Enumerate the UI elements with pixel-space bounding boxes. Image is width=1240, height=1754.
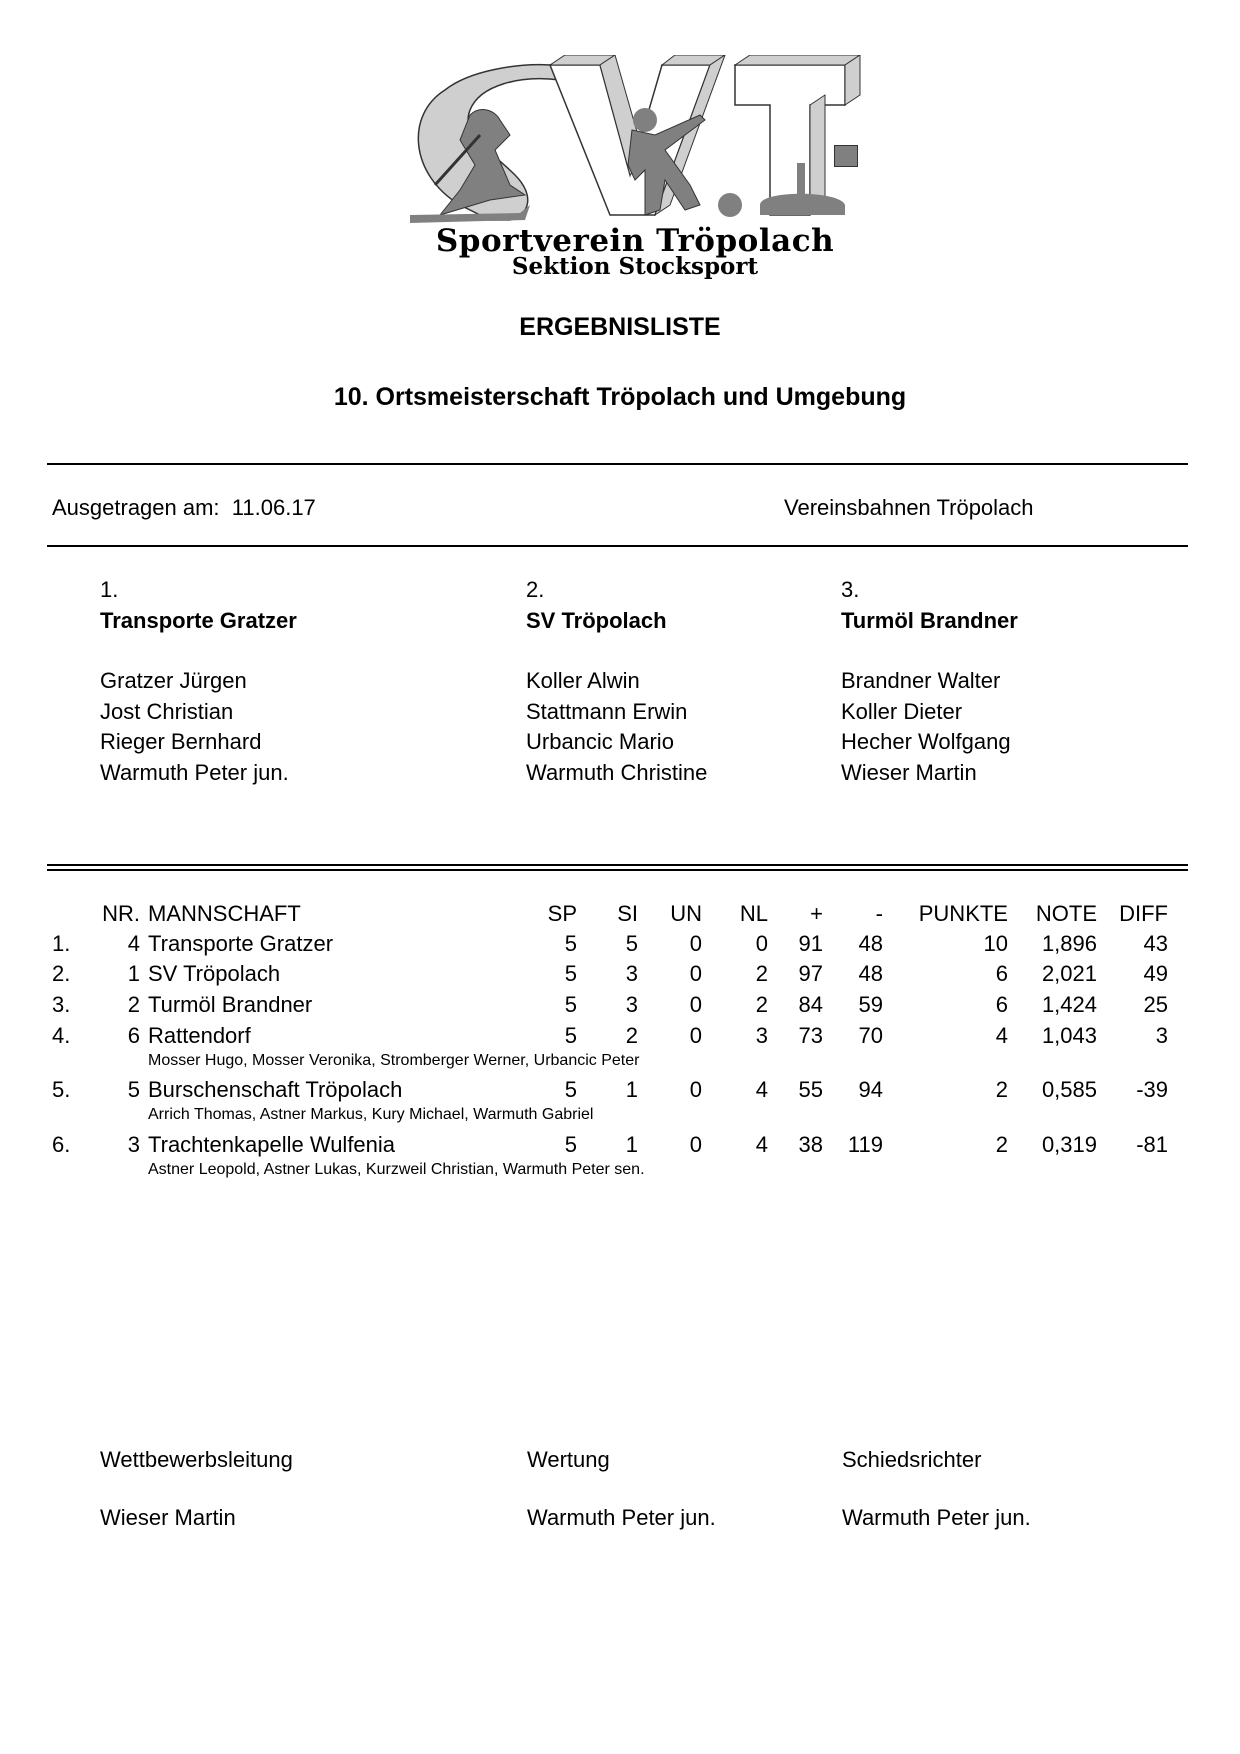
- si-cell: 1: [625, 1132, 638, 1157]
- plus-cell: 84: [798, 992, 823, 1017]
- header-punkte: PUNKTE: [918, 901, 1008, 926]
- diff-cell: -39: [1136, 1077, 1168, 1102]
- footer-role: Wertung: [527, 1447, 610, 1472]
- podium-member: Rieger Bernhard: [100, 729, 262, 754]
- header-plus: +: [810, 901, 823, 926]
- un-cell: 0: [689, 1077, 702, 1102]
- plus-cell: 91: [798, 931, 823, 956]
- rank-cell: 6.: [52, 1132, 71, 1157]
- punkte-cell: 6: [995, 992, 1008, 1017]
- podium-team: Transporte Gratzer: [100, 607, 297, 633]
- un-cell: 0: [689, 1023, 702, 1048]
- date-info: [52, 495, 316, 521]
- sp-cell: 5: [564, 961, 577, 986]
- podium-team: Turmöl Brandner: [841, 607, 1018, 633]
- podium-member: Hecher Wolfgang: [841, 729, 1011, 754]
- minus-cell: 48: [858, 931, 883, 956]
- minus-cell: 119: [847, 1132, 883, 1157]
- header-team: MANNSCHAFT: [148, 901, 301, 926]
- podium-rank: 3.: [841, 577, 860, 602]
- podium-rank: 1.: [100, 577, 119, 602]
- punkte-cell: 2: [995, 1132, 1008, 1157]
- note-cell: 0,585: [1041, 1077, 1097, 1102]
- team-members: Arrich Thomas, Astner Markus, Kury Michael, Warmuth Gabriel: [148, 1106, 594, 1123]
- podium-first: [100, 575, 297, 788]
- header-minus: -: [875, 901, 883, 926]
- footer-name: Warmuth Peter jun.: [527, 1505, 716, 1530]
- podium-team: SV Tröpolach: [526, 607, 667, 633]
- diff-cell: 3: [1155, 1023, 1168, 1048]
- venue: Vereinsbahnen Tröpolach: [784, 495, 1034, 520]
- un-cell: 0: [689, 961, 702, 986]
- note-cell: 0,319: [1041, 1132, 1097, 1157]
- plus-cell: 55: [798, 1077, 823, 1102]
- rank-cell: 1.: [52, 931, 71, 956]
- podium-member: Brandner Walter: [841, 668, 1001, 693]
- nr-cell: 3: [127, 1132, 140, 1157]
- si-cell: 1: [625, 1077, 638, 1102]
- footer-name: Warmuth Peter jun.: [842, 1505, 1031, 1530]
- page-title: ERGEBNISLISTE: [519, 313, 721, 341]
- nl-cell: 4: [755, 1132, 768, 1157]
- header-nr: NR.: [102, 901, 140, 926]
- header-un: UN: [670, 901, 702, 926]
- team-cell: Transporte Gratzer: [148, 931, 334, 956]
- note-cell: 1,896: [1041, 931, 1097, 956]
- team-members: Mosser Hugo, Mosser Veronika, Stromberger Werner, Urbancic Peter: [148, 1052, 640, 1069]
- team-cell: SV Tröpolach: [148, 961, 281, 986]
- page-subtitle: 10. Ortsmeisterschaft Tröpolach und Umgebung: [333, 383, 907, 411]
- divider: [47, 545, 1188, 547]
- si-cell: 3: [625, 992, 638, 1017]
- header-sp: SP: [547, 901, 577, 926]
- podium-member: Warmuth Peter jun.: [100, 759, 289, 785]
- team-cell: Rattendorf: [148, 1023, 251, 1048]
- punkte-cell: 10: [983, 931, 1008, 956]
- date-label: Ausgetragen am:: [52, 495, 220, 520]
- podium-third: [841, 575, 1018, 788]
- nr-cell: 5: [127, 1077, 140, 1102]
- punkte-cell: 4: [995, 1023, 1008, 1048]
- podium-rank: 2.: [526, 577, 545, 602]
- team-cell: Turmöl Brandner: [148, 992, 313, 1017]
- podium-member: Koller Alwin: [526, 668, 640, 693]
- podium-member: Warmuth Christine: [526, 759, 708, 785]
- diff-cell: -81: [1136, 1132, 1168, 1157]
- diff-cell: 43: [1143, 931, 1168, 956]
- podium-member: Stattmann Erwin: [526, 698, 688, 724]
- diff-cell: 25: [1143, 992, 1168, 1017]
- un-cell: 0: [689, 1132, 702, 1157]
- rank-cell: 5.: [52, 1077, 71, 1102]
- minus-cell: 70: [858, 1023, 883, 1048]
- podium-member: Jost Christian: [100, 698, 234, 724]
- double-divider-bottom: [47, 869, 1188, 871]
- double-divider-top: [47, 864, 1188, 866]
- podium-second: [526, 575, 707, 788]
- rank-cell: 4.: [52, 1023, 71, 1048]
- header-si: SI: [617, 901, 638, 926]
- nr-cell: 4: [127, 931, 140, 956]
- divider: [47, 463, 1188, 465]
- nl-cell: 3: [755, 1023, 768, 1048]
- punkte-cell: 2: [995, 1077, 1008, 1102]
- club-section: Sektion Stocksport: [511, 253, 759, 280]
- team-members: Astner Leopold, Astner Lukas, Kurzweil Christian, Warmuth Peter sen.: [148, 1161, 645, 1178]
- un-cell: 0: [689, 931, 702, 956]
- si-cell: 5: [625, 931, 638, 956]
- header-diff: DIFF: [1119, 901, 1168, 926]
- sp-cell: 5: [564, 992, 577, 1017]
- team-cell: Burschenschaft Tröpolach: [148, 1077, 403, 1102]
- un-cell: 0: [689, 992, 702, 1017]
- note-cell: 2,021: [1041, 961, 1097, 986]
- podium-member: Gratzer Jürgen: [100, 668, 247, 693]
- nl-cell: 4: [755, 1077, 768, 1102]
- si-cell: 2: [625, 1023, 638, 1048]
- podium-member: Wieser Martin: [841, 759, 977, 785]
- header-note: NOTE: [1035, 901, 1097, 926]
- plus-cell: 97: [798, 961, 823, 986]
- footer-role: Wettbewerbsleitung: [100, 1447, 293, 1472]
- minus-cell: 94: [858, 1077, 883, 1102]
- nl-cell: 2: [755, 961, 768, 986]
- date-value: 11.06.17: [231, 495, 316, 520]
- plus-cell: 73: [798, 1023, 823, 1048]
- punkte-cell: 6: [995, 961, 1008, 986]
- diff-cell: 49: [1143, 961, 1168, 986]
- footer-name: Wieser Martin: [100, 1505, 236, 1530]
- note-cell: 1,424: [1041, 992, 1097, 1017]
- minus-cell: 48: [858, 961, 883, 986]
- plus-cell: 38: [798, 1132, 823, 1157]
- svt-emblem-icon: [400, 55, 870, 225]
- club-name: Sportverein Tröpolach: [435, 223, 835, 259]
- sp-cell: 5: [564, 1023, 577, 1048]
- sp-cell: 5: [564, 1077, 577, 1102]
- podium-member: Koller Dieter: [841, 698, 963, 724]
- nl-cell: 2: [755, 992, 768, 1017]
- minus-cell: 59: [858, 992, 883, 1017]
- nr-cell: 6: [127, 1023, 140, 1048]
- si-cell: 3: [625, 961, 638, 986]
- rank-cell: 3.: [52, 992, 71, 1017]
- footer-role: Schiedsrichter: [842, 1447, 982, 1472]
- podium-member: Urbancic Mario: [526, 729, 674, 754]
- nr-cell: 1: [127, 961, 140, 986]
- sp-cell: 5: [564, 931, 577, 956]
- club-logo: [400, 55, 870, 285]
- team-cell: Trachtenkapelle Wulfenia: [148, 1132, 396, 1157]
- header-nl: NL: [739, 901, 768, 926]
- cube-icon: [834, 145, 858, 167]
- note-cell: 1,043: [1041, 1023, 1097, 1048]
- rank-cell: 2.: [52, 961, 71, 986]
- nr-cell: 2: [127, 992, 140, 1017]
- nl-cell: 0: [755, 931, 768, 956]
- sp-cell: 5: [564, 1132, 577, 1157]
